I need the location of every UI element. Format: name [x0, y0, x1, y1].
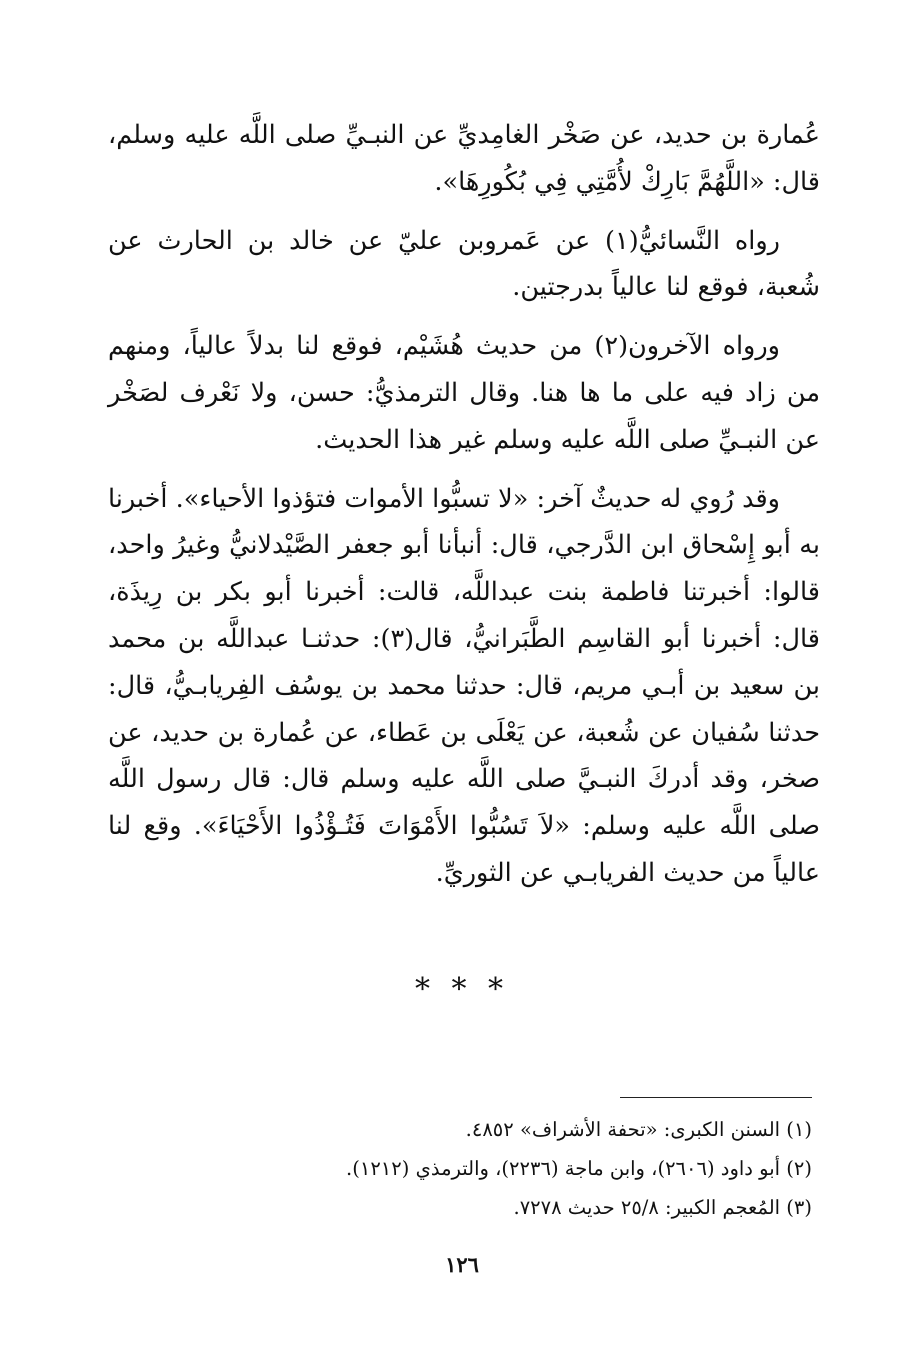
- main-text: [108, 112, 820, 909]
- footnotes: [140, 1110, 812, 1227]
- footnote-3: (٣) المُعجم الكبير: ٢٥/٨ حديث ٧٢٧٨.: [513, 1196, 812, 1219]
- footnote-divider: [620, 1097, 812, 1098]
- paragraph-3: ورواه الآخرون(٢) من حديث هُشَيْم، فوقع لنا بدلاً عالياً، ومنهم من زاد فيه على ما ها هنا. وقال الترمذيُّ: حسن، ولا نَعْرف لصَخْر عن النبـيِّ صلى اللَّه عليه وسلم غير هذا الحديث.: [108, 331, 820, 455]
- page-number: ١٢٦: [445, 1252, 479, 1277]
- paragraph-2: رواه النَّسائيُّ(١) عن عَمروبن عليّ عن خالد بن الحارث عن شُعبة، فوقع لنا عالياً بدرجتين.: [108, 225, 820, 303]
- paragraph-1: عُمارة بن حديد، عن صَخْر الغامِديِّ عن النبـيِّ صلى اللَّه عليه وسلم، قال: «اللَّهُمَّ بَارِكْ لأُمَّتِي فِي بُكُورِهَا».: [108, 120, 820, 197]
- section-separator: * * *: [414, 972, 510, 1007]
- footnote-1: (١) السنن الكبرى: «تحفة الأشراف» ٤٨٥٢.: [465, 1118, 812, 1141]
- paragraph-4: وقد رُوي له حديثٌ آخر: «لا تسبُّوا الأموات فتؤذوا الأحياء». أخبرنا به أبو إِسْحاق ابن الدَّرجي، قال: أنبأنا أبو جعفر الصَّيْدلانيُّ وغيرُ واحد، قالوا: أخبرتنا فاطمة بنت عبداللَّه، قالت: أخبرنا أبو بكر بن رِيذَة، قال: أخبرنا أبو القاسِم الطَّبَرانيُّ، قال(٣): حدثنـا عبداللَّه بن محمد بن سعيد بن أبـي مريم، قال: حدثنا محمد بن يوسُف الفِريابـيُّ، قال: حدثنا سُفيان عن شُعبة، عن يَعْلَى بن عَطاء، عن عُمارة بن حديد، عن صخر، وقد أدركَ النبـيَّ صلى اللَّه عليه وسلم قال: قال رسول اللَّه صلى اللَّه عليه وسلم: «لاَ تَسُبُّوا الأَمْوَاتَ فَتُـؤْذُوا الأَحْيَاءَ». وقع لنا عالياً من حديث الفريابـي عن الثوريِّ.: [108, 483, 820, 888]
- footnote-2: (٢) أبو داود (٢٦٠٦)، وابن ماجة (٢٢٣٦)، والترمذي (١٢١٢).: [346, 1157, 812, 1180]
